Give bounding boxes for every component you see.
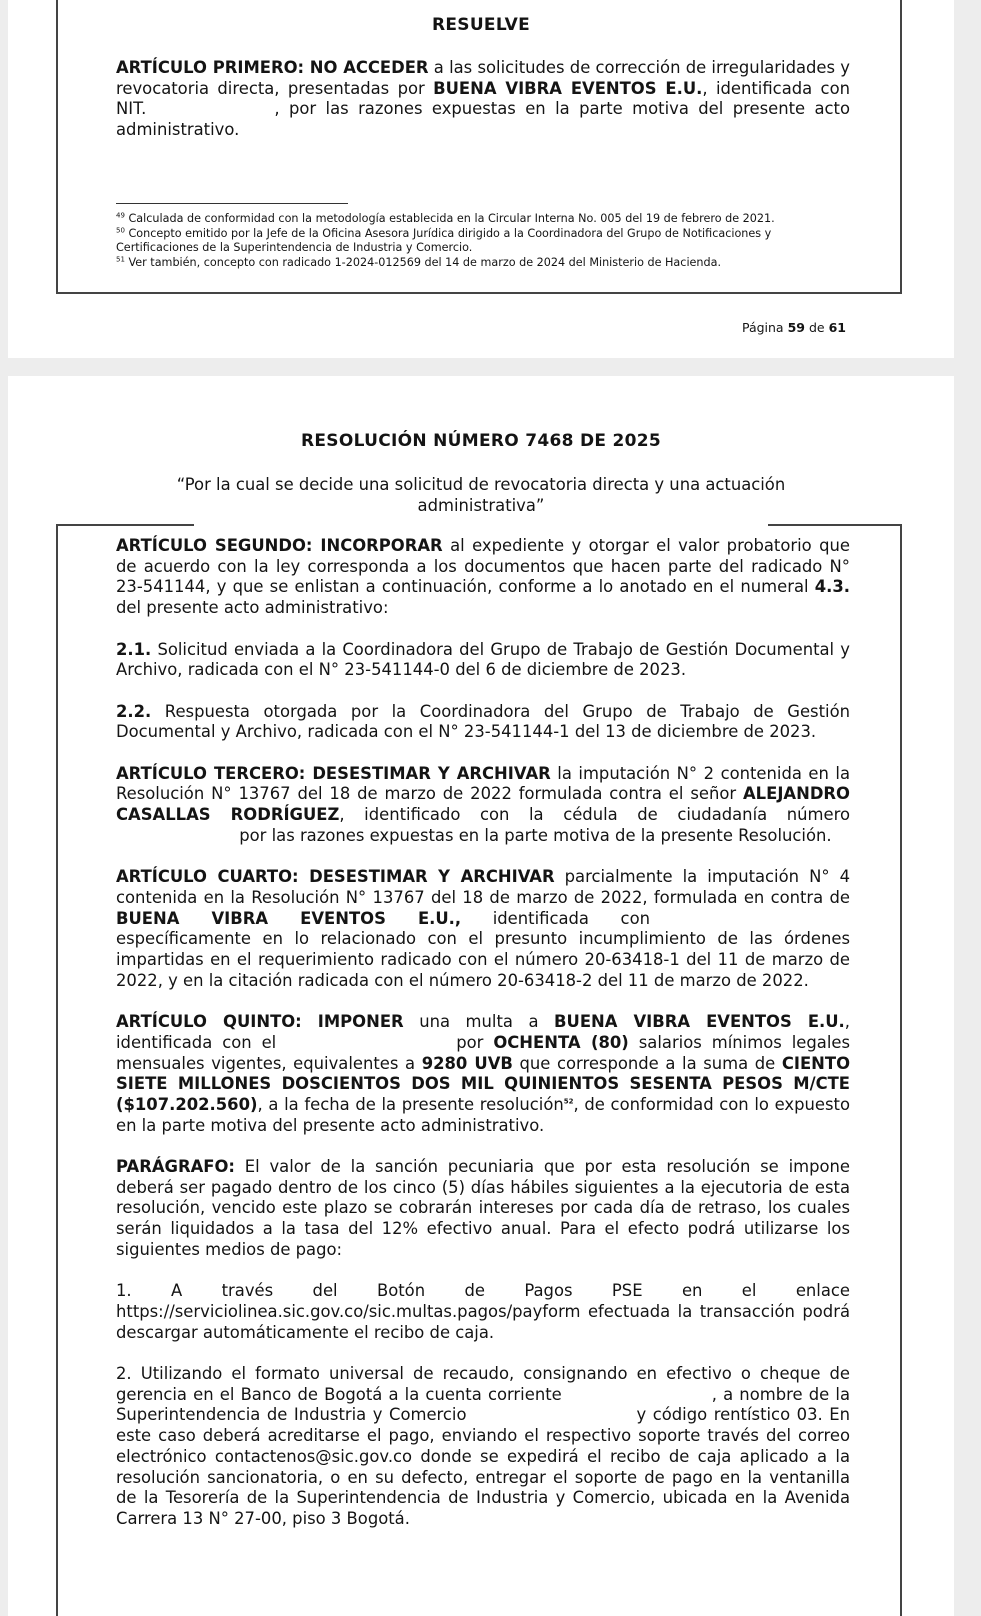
document-page-60 <box>8 376 954 1616</box>
footnote-item: $^{51}$ Ver también, concepto con radicado 1-2024-012569 del 14 de marzo de 2024 del Ministerio de Hacienda. <box>116 255 722 269</box>
footnote-item: $^{50}$ Concepto emitido por la Jefe de la Oficina Asesora Jurídica dirigido a la Coordinadora del Grupo de Notificaciones y Certificaciones de la Superintendencia de Industria y Comercio. <box>116 225 772 255</box>
payment-option-1: 1. A través del Botón de Pagos PSE en el enlace https://serviciolinea.sic.gov.co/sic.multas.pagos/payform efectuada la transacción podrá descargar automáticamente el recibo de caja. <box>116 1281 850 1342</box>
payment-option-2: 2. Utilizando el formato universal de recaudo, consignando en efectivo o cheque de gerencia en el Banco de Bogotá a la cuenta corriente , a nombre de la Superintendencia de Industria y Comercio y código rentístico 03. En este caso deberá acreditarse el pago, enviando el respectivo soporte través del correo electrónico contactenos@sic.gov.co donde se expedirá el recibo de caja aplicado a la resolución sancionatoria, o en su defecto, entregar el soporte de pago en la ventanilla de la Tesorería de la Superintendencia de Industria y Comercio, ubicada en la Avenida Carrera 13 N° 27-00, piso 3 Bogotá. <box>116 1364 850 1528</box>
company-name: BUENA VIBRA EVENTOS E.U. <box>433 78 703 98</box>
list-item: 2.1. Solicitud enviada a la Coordinadora del Grupo de Trabajo de Gestión Documental y Archivo, radicada con el N° 23-541144-0 del 6 de diciembre de 2023. <box>116 639 850 680</box>
footnote-divider <box>116 203 348 204</box>
footnote-item: $^{49}$ Calculada de conformidad con la metodología establecida en la Circular Interna No. 005 del 19 de febrero de 2021. <box>116 211 775 225</box>
article-lead: ARTÍCULO PRIMERO: NO ACCEDER <box>116 58 429 77</box>
article-cuarto: ARTÍCULO CUARTO: DESESTIMAR Y ARCHIVAR parcialmente la imputación N° 4 contenida en la Resolución N° 13767 del 18 de marzo de 2022, formulada en contra de BUENA VIBRA EVENTOS E.U., identificada con específicamente en lo relacionado con el presunto incumplimiento de las órdenes impartidas en el requerimiento radicado con el número 20-63418-1 del 11 de marzo de 2022, y en la citación radicada con el número 20-63418-2 del 11 de marzo de 2022. <box>116 867 850 990</box>
paragrafo: PARÁGRAFO: El valor de la sanción pecuniaria que por esta resolución se impone deberá ser pagado dentro de los cinco (5) días hábiles siguientes a la ejecutoria de esta resolución, vencido este plazo se cobrarán intereses por cada día de retraso, los cuales serán liquidados a la tasa del 12% efectivo anual. Para el efecto podrá utilizarse los siguientes medios de pago: <box>116 1157 850 1259</box>
section-heading: RESUELVE <box>431 15 531 35</box>
article-primero: ARTÍCULO PRIMERO: NO ACCEDER a las solicitudes de corrección de irregularidades y revocatoria directa, presentadas por BUENA VIBRA EVENTOS E.U., identificada con NIT. , por las razones expuestas en la parte motiva del presente acto administrativo. <box>116 58 850 140</box>
list-item: 2.2. Respuesta otorgada por la Coordinadora del Grupo de Trabajo de Gestión Documental y Archivo, radicada con el N° 23-541144-1 del 13 de diciembre de 2023. <box>116 701 850 742</box>
footnotes <box>116 212 852 270</box>
resolution-subtitle: “Por la cual se decide una solicitud de revocatoria directa y una actuación administrativa” <box>176 475 786 515</box>
document-page-59 <box>8 0 954 358</box>
article-segundo: ARTÍCULO SEGUNDO: INCORPORAR al expediente y otorgar el valor probatorio que de acuerdo con la ley corresponda a los documentos que hacen parte del radicado N° 23-541144, y que se enlistan a continuación, conforme a lo anotado en el numeral 4.3. del presente acto administrativo: <box>116 536 850 618</box>
resolution-title: RESOLUCIÓN NÚMERO 7468 DE 2025 <box>300 431 662 451</box>
article-tercero: ARTÍCULO TERCERO: DESESTIMAR Y ARCHIVAR la imputación N° 2 contenida en la Resolución N° 13767 del 18 de marzo de 2022 formulada contra el señor ALEJANDRO CASALLAS RODRÍGUEZ, identificado con la cédula de ciudadanía número por las razones expuestas en la parte motiva de la presente Resolución. <box>116 763 851 845</box>
page-number: Página 59 de 61 <box>741 320 846 335</box>
article-quinto: ARTÍCULO QUINTO: IMPONER una multa a BUENA VIBRA EVENTOS E.U., identificada con el por OCHENTA (80) salarios mínimos legales mensuales vigentes, equivalentes a 9280 UVB que corresponde a la suma de CIENTO SIETE MILLONES DOSCIENTOS DOS MIL QUINIENTOS SESENTA PESOS M/CTE ($107.202.560), a la fecha de la presente resolución$^{52}$, de conformidad con lo expuesto en la parte motiva del presente acto administrativo. <box>116 1012 850 1135</box>
main-body <box>116 536 850 1530</box>
